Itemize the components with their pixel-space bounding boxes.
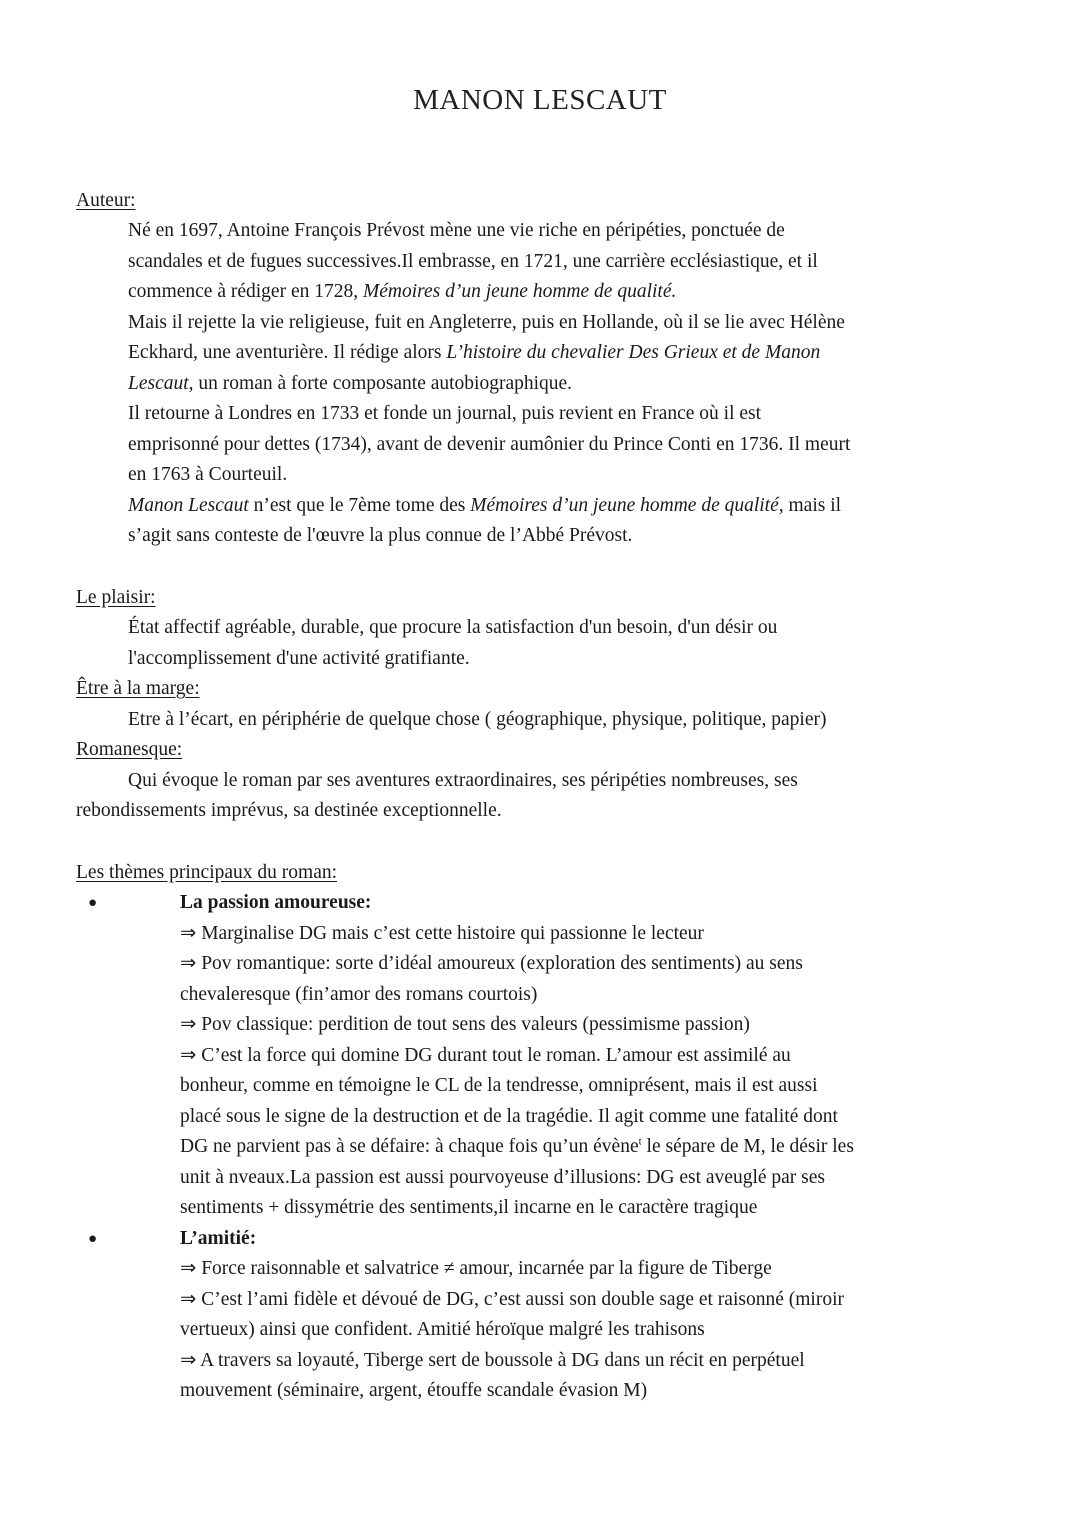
auteur-line-6-text: un roman à forte composante autobiographique. [193,373,573,394]
theme-amitie-title [180,1224,256,1255]
auteur-line-9: en 1763 à Courteuil. [128,464,288,485]
heading-romanesque: Romanesque: [76,739,183,760]
theme-passion-title [180,888,371,919]
passion-line-4: ⇒ Pov classique: perdition de tout sens des valeurs (pessimisme passion) [180,1014,750,1035]
book-title-memoires-2: Mémoires d’un jeune homme de qualité, [470,495,784,516]
heading-plaisir: Le plaisir: [76,587,156,608]
romanesque-line-2: rebondissements imprévus, sa destinée exceptionnelle. [76,800,502,821]
heading-themes: Les thèmes principaux du roman: [76,862,338,883]
passion-line-6: bonheur, comme en témoigne le CL de la tendresse, omniprésent, mais il est aussi [180,1075,818,1096]
auteur-line-8: emprisonné pour dettes (1734), avant de devenir aumônier du Prince Conti en 1736. Il meurt [128,434,851,455]
auteur-line-5-text: Eckhard, une aventurière. Il rédige alors [128,342,447,363]
theme-passion-title-text: La passion amoureuse: [180,892,372,913]
amitie-line-4: ⇒ A travers sa loyauté, Tiberge sert de boussole à DG dans un récit en perpétuel [180,1350,805,1371]
passion-line-8-text: DG ne parvient pas à se défaire: à chaque fois qu’un évène [180,1136,639,1157]
passion-line-3: chevaleresque (fin’amor des romans courtois) [180,984,538,1005]
auteur-line-10-text: n’est que le 7ème tome des [248,495,471,516]
book-title-histoire: L’histoire du chevalier Des Grieux et de Manon [446,342,821,363]
book-title-manon: Manon Lescaut [128,495,249,516]
passion-line-8-sup: t [638,1135,642,1148]
auteur-line-7: Il retourne à Londres en 1733 et fonde un journal, puis revient en France où il est [128,403,762,424]
auteur-line-3 [128,277,676,308]
heading-marge: Être à la marge: [76,678,200,699]
auteur-line-10 [128,491,841,522]
bullet-amitie: ● [88,1231,98,1247]
romanesque-line-1: Qui évoque le roman par ses aventures extraordinaires, ses péripéties nombreuses, ses [128,770,798,791]
amitie-line-5: mouvement (séminaire, argent, étouffe scandale évasion M) [180,1380,648,1401]
plaisir-line-2: l'accomplissement d'une activité gratifiante. [128,648,470,669]
amitie-line-2: ⇒ C’est l’ami fidèle et dévoué de DG, c’est aussi son double sage et raisonné (miroir [180,1289,844,1310]
theme-amitie-title-text: L’amitié: [180,1228,257,1249]
passion-line-2: ⇒ Pov romantique: sorte d’idéal amoureux (exploration des sentiments) au sens [180,953,803,974]
book-title-memoires: Mémoires d’un jeune homme de qualité. [362,281,677,302]
passion-line-9: unit à nveaux.La passion est aussi pourvoyeuse d’illusions: DG est aveuglé par ses [180,1167,825,1188]
amitie-line-1: ⇒ Force raisonnable et salvatrice ≠ amour, incarnée par la figure de Tiberge [180,1258,772,1279]
auteur-line-4: Mais il rejette la vie religieuse, fuit en Angleterre, puis en Hollande, où il se lie avec Hélène [128,312,845,333]
auteur-line-6 [128,369,572,400]
auteur-line-11: s’agit sans conteste de l'œuvre la plus connue de l’Abbé Prévost. [128,525,633,546]
auteur-line-10-end: mais il [783,495,842,516]
plaisir-line-1: État affectif agréable, durable, que procure la satisfaction d'un besoin, d'un désir ou [128,617,778,638]
book-title-histoire-end: Lescaut, [128,373,194,394]
bullet-passion: ● [88,895,98,911]
passion-line-8 [180,1132,854,1163]
document-title: MANON LESCAUT [413,84,667,116]
heading-auteur: Auteur: [76,190,136,211]
amitie-line-3: vertueux) ainsi que confident. Amitié héroïque malgré les trahisons [180,1319,705,1340]
marge-line-1: Etre à l’écart, en périphérie de quelque chose ( géographique, physique, politique, papier) [128,709,827,730]
auteur-line-5 [128,338,820,369]
auteur-line-3-text: commence à rédiger en 1728, [128,281,363,302]
passion-line-1: ⇒ Marginalise DG mais c’est cette histoire qui passionne le lecteur [180,923,704,944]
auteur-line-2: scandales et de fugues successives.Il embrasse, en 1721, une carrière ecclésiastique, et il [128,251,818,272]
auteur-line-1: Né en 1697, Antoine François Prévost mène une vie riche en péripéties, ponctuée de [128,220,785,241]
passion-line-10: sentiments + dissymétrie des sentiments,il incarne en le caractère tragique [180,1197,758,1218]
passion-line-7: placé sous le signe de la destruction et de la tragédie. Il agit comme une fatalité dont [180,1106,838,1127]
passion-line-8-end: le sépare de M, le désir les [641,1136,854,1157]
passion-line-5: ⇒ C’est la force qui domine DG durant tout le roman. L’amour est assimilé au [180,1045,791,1066]
